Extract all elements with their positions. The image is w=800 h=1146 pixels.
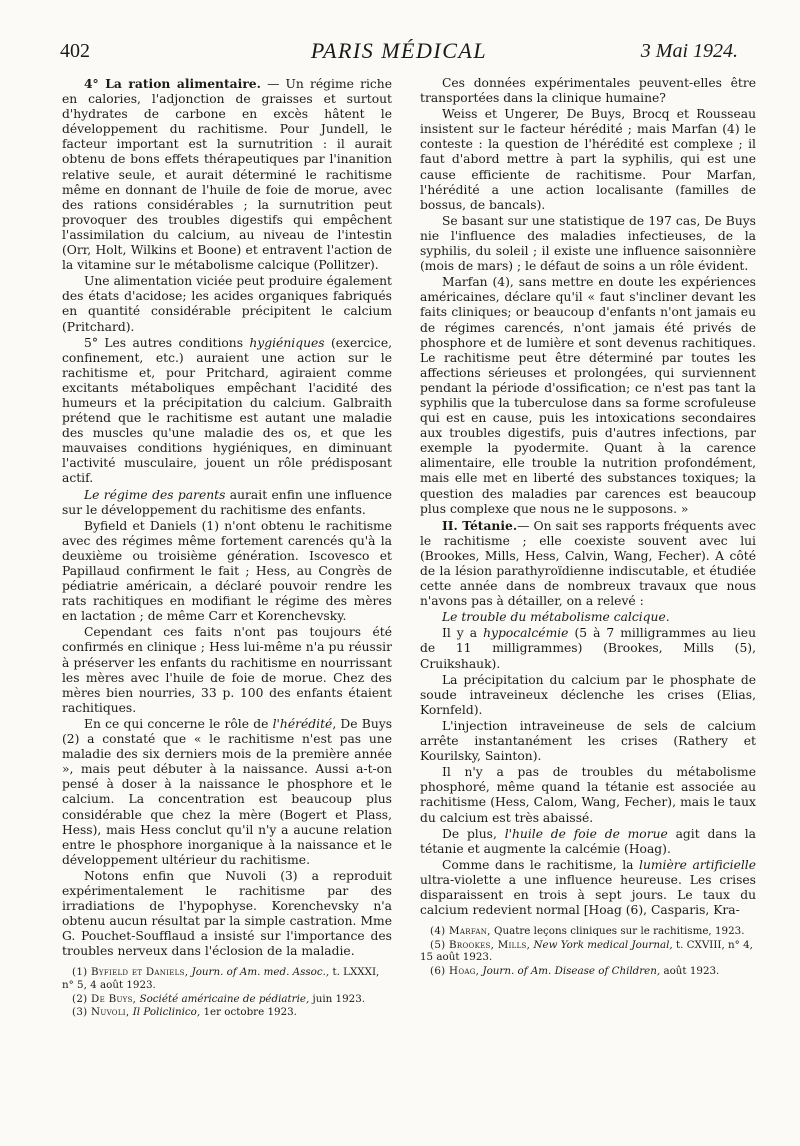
paragraph: De plus, l'huile de foie de morue agit dans la tétanie et augmente la calcémie (Hoag). — [420, 826, 756, 856]
paragraph: Weiss et Ungerer, De Buys, Brocq et Rousseau insistent sur le facteur hérédité ; mais Marfan (4) le conteste : la question de l'hérédité est complexe ; il faut d'abord mettre à part la syphilis, qui est une cause efficiente de rachitisme. Pour Marfan, l'hérédité a une action localisante (familles de bossus, de bancals). — [420, 107, 756, 212]
footnote: (6) Hoag, Journ. of Am. Disease of Children, août 1923. — [430, 964, 720, 977]
paragraph: 5° Les autres conditions hygiéniques (exercice, confinement, etc.) auraient une action sur le rachitisme et, pour Pritchard, agiraient comme excitants métaboliques empêchant l'acidité des humeurs et la précipitation du calcium. Galbraith prétend que le rachitisme est autant une maladie des muscles qu'une maladie des os, et que les mauvaises conditions hygiéniques, en diminuant l'activité musculaire, jouent un rôle prédisposant actif. — [62, 335, 393, 486]
paragraph: Notons enfin que Nuvoli (3) a reproduit expérimentalement le rachitisme par des irradiations de l'hypophyse. Korenchevsky n'a obtenu aucun résultat par la simple castration. Mme G. Pouchet-Soufflaud a insisté sur l'importance des troubles nerveux dans l'éclosion de la maladie. — [62, 868, 392, 959]
paragraph: Il n'y a pas de troubles du métabolisme phosphoré, même quand la tétanie est associée au rachitisme (Hess, Calom, Wang, Fecher), mais le taux du calcium est très abaissé. — [420, 765, 756, 825]
paragraph: Une alimentation viciée peut produire également des états d'acidose; les acides organiques fabriqués en quantité considérable précipitent le calcium (Pritchard). — [62, 274, 392, 334]
left-column — [62, 76, 392, 1020]
footnote: (5) Brookes, Mills, New York medical Journal, t. CXVIII, n° 4, 15 août 1923. — [420, 938, 753, 964]
paragraph: Ces données expérimentales peuvent-elles être transportées dans la clinique humaine? — [420, 76, 756, 106]
paragraph: Cependant ces faits n'ont pas toujours été confirmés en clinique ; Hess lui-même n'a pu réussir à préserver les enfants du rachitisme en nourrissant les mères avec l'huile de foie de morue. Chez des mères bien nourries, 33 p. 100 des enfants étaient rachitiques. — [62, 625, 392, 715]
footnote: (4) Marfan, Quatre leçons cliniques sur le rachitisme, 1923. — [430, 925, 745, 938]
paragraph: Comme dans le rachitisme, la lumière artificielle ultra-violette a une influence heureuse. Les crises disparaissent en trois à sept jours. Le taux du calcium redevient normal [Hoag (6), Casparis, Kra- — [420, 857, 756, 918]
journal-title: PARIS MÉDICAL — [310, 38, 488, 63]
paragraph: II. Tétanie.— On sait ses rapports fréquents avec le rachitisme ; elle coexiste souvent avec lui (Brookes, Mills, Hess, Calvin, Wang, Fecher). A côté de la lésion parathyroïdienne indiscutable, et étudiée cette année dans de nombreux travaux que nous n'avons pas à détailler, on a relevé : — [420, 517, 756, 609]
paragraph: Marfan (4), sans mettre en doute les expériences américaines, déclare qu'il « faut s'incliner devant les faits cliniques; or beaucoup d'enfants n'ont jamais eu de régimes carencés, n'ont jamais été privés de phosphore et de lumière et sont devenus rachitiques. Le rachitisme peut être déterminé par toutes les affections sérieuses et prolongées, qui surviennent pendant la période d'ossification; ce n'est pas tant la syphilis que la tuberculose dans sa forme scrofuleuse qui est en cause, puis les intoxications secondaires aux troubles digestifs, puis d'autres infections, par exemple la pyodermite. Quant à la carence alimentaire, elle trouble la nutrition profondément, mais elle met en liberté des substances toxiques; la question des maladies par carences est beaucoup plus complexe que nous ne le supposons. » — [420, 275, 756, 516]
paragraph: 4° La ration alimentaire. — Un régime riche en calories, l'adjonction de graisses et surtout d'hydrates de carbone en excès hâtent le développement du rachitisme. Pour Jundell, le facteur important est la surnutrition : il aurait obtenu de bons effets thérapeutiques par l'inanition relative seule, et aurait déterminé le rachitisme même en donnant de l'huile de foie de morue, avec des rations considérables ; la surnutrition peut provoquer des troubles digestifs qui empêchent l'assimilation du calcium, au niveau de l'intestin (Orr, Holt, Wilkins et Boone) et entravent l'action de la vitamine sur le métabolisme calcique (Pollitzer). — [62, 76, 392, 273]
paragraph: L'injection intraveineuse de sels de calcium arrête instantanément les crises (Rathery et Kourilsky, Sainton). — [420, 718, 756, 764]
paragraph: Se basant sur une statistique de 197 cas, De Buys nie l'influence des maladies infectieuses, de la syphilis, du soleil ; il existe une influence saisonnière (mois de mars) ; le défaut de soins a un rôle évident. — [420, 213, 756, 274]
issue-date: 3 Mai 1924. — [640, 40, 738, 62]
page-number: 402 — [60, 40, 90, 62]
footnotes — [62, 963, 392, 1018]
paragraph: Il y a hypocalcémie (5 à 7 milligrammes au lieu de 11 milligrammes) (Brookes, Mills (5), Cruikshauk). — [420, 626, 756, 671]
footnote-divider — [62, 963, 392, 964]
footnote-divider — [420, 922, 756, 923]
footnote: (1) Byfield et Daniels, Journ. of Am. med. Assoc., t. LXXXI, n° 5, 4 août 1923. — [62, 966, 380, 992]
paragraph: Le régime des parents aurait enfin une influence sur le développement du rachitisme des enfants. — [62, 487, 392, 517]
right-column — [420, 76, 756, 979]
paragraph: En ce qui concerne le rôle de l'hérédité, De Buys (2) a constaté que « le rachitisme n'est pas une maladie des six derniers mois de la première année », mais peut débuter à la naissance. Aussi a-t-on pensé à doser à la naissance le phosphore et le calcium. La concentration est beaucoup plus considérable que chez la mère (Bogert et Plass, Hess), mais Hess conclut qu'il n'y a aucune relation entre le phosphore inorganique à la naissance et le développement ultérieur du rachitisme. — [62, 716, 393, 867]
section-heading: II. Tétanie. — [442, 517, 518, 533]
page-header — [60, 36, 738, 66]
section-heading: 4° La ration alimentaire. — [84, 76, 261, 91]
footnote: (2) De Buys, Société américaine de pédiatrie, juin 1923. — [72, 992, 366, 1005]
footnote: (3) Nuvoli, Il Policlinico, 1er octobre 1923. — [72, 1006, 297, 1019]
paragraph: Le trouble du métabolisme calcique. — [442, 610, 670, 625]
paragraph: Byfield et Daniels (1) n'ont obtenu le rachitisme avec des régimes même fortement carencés qu'à la deuxième ou troisième génération. Iscovesco et Papillaud confirment le fait ; Hess, au Congrès de pédiatrie américain, a déclaré pouvoir rendre les rats rachitiques en modifiant le régime des mères en lactation ; de même Carr et Korenchevsky. — [62, 518, 392, 624]
footnotes — [420, 922, 756, 977]
paragraph: La précipitation du calcium par le phosphate de soude intraveineux déclenche les crises (Elias, Kornfeld). — [420, 672, 756, 717]
